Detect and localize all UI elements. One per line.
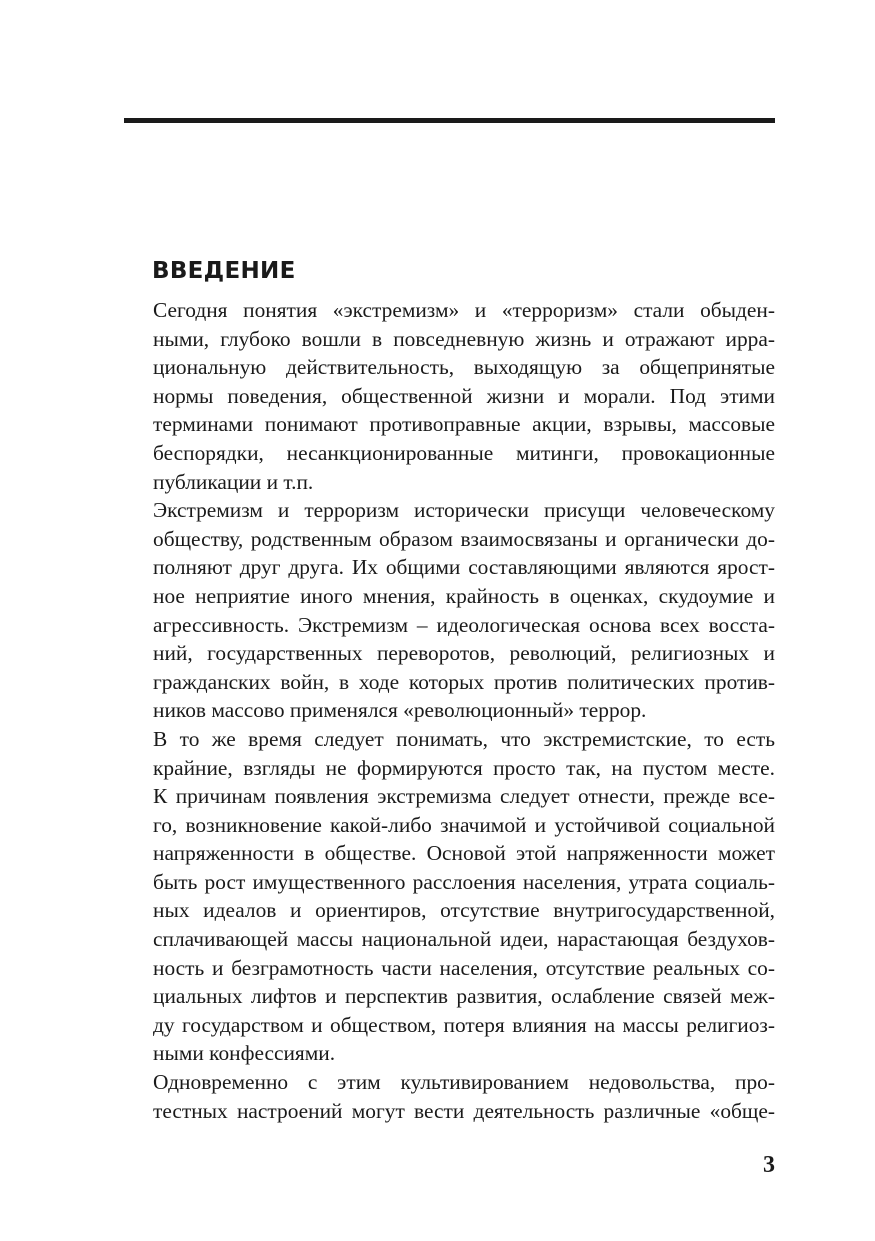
paragraph-4 [124,1068,775,1125]
text-line: крайние, взгляды не формируются просто так, на пустом месте. [153,755,775,780]
text-line: ду государством и обществом, потеря влияния на массы религиоз- [153,1012,775,1037]
text-line: Экстремизм и терроризм исторически присущи человеческому [153,498,775,523]
text-line: го, возникновение какой-либо значимой и устойчивой социальной [153,812,775,837]
chapter-title: ВВЕДЕНИЕ [152,258,296,284]
header-rule [124,118,775,123]
paragraph-3 [124,725,775,1068]
text-line: беспорядки, несанкционированные митинги, провокационные [153,440,775,465]
text-line: ными, глубоко вошли в повседневную жизнь и отражают ирра- [153,326,775,351]
text-line: В то же время следует понимать, что экстремистские, то есть [153,726,775,751]
text-line: обществу, родственным образом взаимосвязаны и органически до- [153,526,775,551]
page-number: 3 [763,1152,775,1178]
paragraph-2 [124,496,775,725]
text-line: терминами понимают противоправные акции, взрывы, массовые [153,412,775,437]
text-line: агрессивность. Экстремизм – идеологическая основа всех восста- [153,612,775,637]
text-line: полняют друг друга. Их общими составляющими являются ярост- [153,555,775,580]
text-line: К причинам появления экстремизма следует отнести, прежде все- [153,784,775,809]
text-line: тестных настроений могут вести деятельность различные «обще- [153,1098,775,1123]
text-line: ное неприятие иного мнения, крайность в оценках, скудоумие и [153,583,775,608]
text-line: гражданских войн, в ходе которых против политических против- [153,669,775,694]
text-line: циальных лифтов и перспектив развития, ослабление связей меж- [153,984,775,1009]
text-line: циональную действительность, выходящую за общепринятые [153,355,775,380]
body-text [124,296,775,1125]
text-line: Одновременно с этим культивированием недовольства, про- [153,1070,775,1095]
text-line: ных идеалов и ориентиров, отсутствие внутригосударственной, [153,898,775,923]
text-line: сплачивающей массы национальной идеи, нарастающая бездухов- [153,927,775,952]
paragraph-1 [124,296,775,496]
text-line: нормы поведения, общественной жизни и морали. Под этими [153,383,775,408]
text-line: публикации и т.п. [153,469,314,494]
text-line: быть рост имущественного расслоения населения, утрата социаль- [153,869,775,894]
text-line: Сегодня понятия «экстремизм» и «терроризм» стали обыден- [153,298,775,322]
text-line: ников массово применялся «революционный» террор. [153,698,647,723]
text-line: напряженности в обществе. Основой этой напряженности может [153,841,775,866]
text-line: ность и безграмотность части населения, отсутствие реальных со- [153,955,775,980]
text-line: ными конфессиями. [153,1041,336,1066]
text-line: ний, государственных переворотов, революций, религиозных и [153,641,775,666]
